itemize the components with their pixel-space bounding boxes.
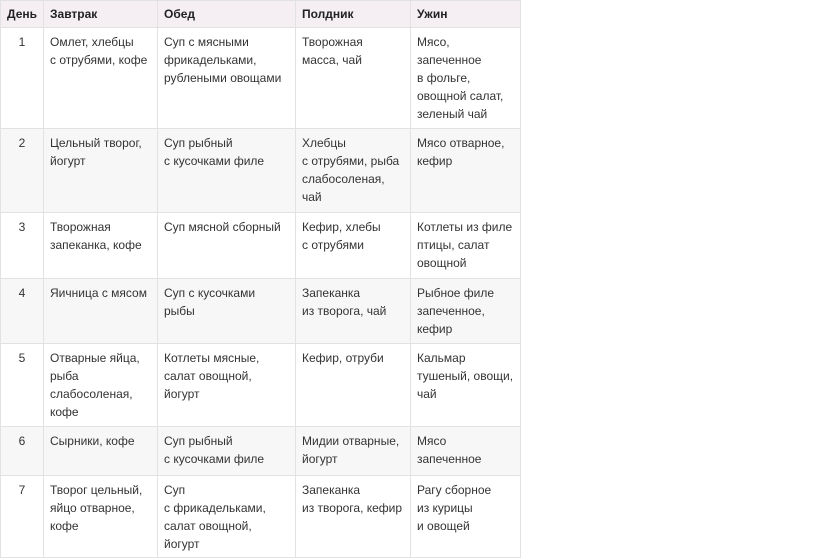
breakfast-cell: Яичница с мясом xyxy=(44,279,158,344)
snack-cell: Запеканка из творога, чай xyxy=(296,279,411,344)
header-snack: Полдник xyxy=(296,1,411,28)
table-row xyxy=(1,129,521,213)
breakfast-cell: Омлет, хлебцы с отрубями, кофе xyxy=(44,28,158,129)
table-row xyxy=(1,427,521,476)
dinner-cell: Рагу сборное из курицы и овощей xyxy=(411,476,521,558)
header-day: День xyxy=(1,1,44,28)
table-row xyxy=(1,279,521,344)
dinner-cell: Мясо, запеченное в фольге, овощной салат, зеленый чай xyxy=(411,28,521,129)
table-row xyxy=(1,213,521,279)
lunch-cell: Суп с мясными фрикадельками, рублеными овощами xyxy=(158,28,296,129)
snack-cell: Кефир, хлебы с отрубями xyxy=(296,213,411,279)
breakfast-cell: Цельный творог, йогурт xyxy=(44,129,158,213)
lunch-cell: Суп мясной сборный xyxy=(158,213,296,279)
day-cell: 7 xyxy=(1,476,44,558)
day-cell: 3 xyxy=(1,213,44,279)
table-row xyxy=(1,344,521,427)
header-breakfast: Завтрак xyxy=(44,1,158,28)
breakfast-cell: Творожная запеканка, кофе xyxy=(44,213,158,279)
lunch-cell: Котлеты мясные, салат овощной, йогурт xyxy=(158,344,296,427)
breakfast-cell: Отварные яйца, рыба слабосоленая, кофе xyxy=(44,344,158,427)
lunch-cell: Суп с кусочками рыбы xyxy=(158,279,296,344)
table-row xyxy=(1,28,521,129)
dinner-cell: Мясо запеченное xyxy=(411,427,521,476)
lunch-cell: Суп рыбный с кусочками филе xyxy=(158,427,296,476)
lunch-cell: Суп с фрикадельками, салат овощной, йогурт xyxy=(158,476,296,558)
table-row xyxy=(1,476,521,558)
snack-cell: Кефир, отруби xyxy=(296,344,411,427)
dinner-cell: Кальмар тушеный, овощи, чай xyxy=(411,344,521,427)
day-cell: 5 xyxy=(1,344,44,427)
header-row xyxy=(1,1,521,28)
snack-cell: Творожная масса, чай xyxy=(296,28,411,129)
lunch-cell: Суп рыбный с кусочками филе xyxy=(158,129,296,213)
day-cell: 1 xyxy=(1,28,44,129)
dinner-cell: Котлеты из филе птицы, салат овощной xyxy=(411,213,521,279)
breakfast-cell: Сырники, кофе xyxy=(44,427,158,476)
snack-cell: Хлебцы с отрубями, рыба слабосоленая, чай xyxy=(296,129,411,213)
breakfast-cell: Творог цельный, яйцо отварное, кофе xyxy=(44,476,158,558)
header-dinner: Ужин xyxy=(411,1,521,28)
dinner-cell: Рыбное филе запеченное, кефир xyxy=(411,279,521,344)
snack-cell: Мидии отварные, йогурт xyxy=(296,427,411,476)
day-cell: 6 xyxy=(1,427,44,476)
day-cell: 2 xyxy=(1,129,44,213)
dinner-cell: Мясо отварное, кефир xyxy=(411,129,521,213)
day-cell: 4 xyxy=(1,279,44,344)
snack-cell: Запеканка из творога, кефир xyxy=(296,476,411,558)
header-lunch: Обед xyxy=(158,1,296,28)
